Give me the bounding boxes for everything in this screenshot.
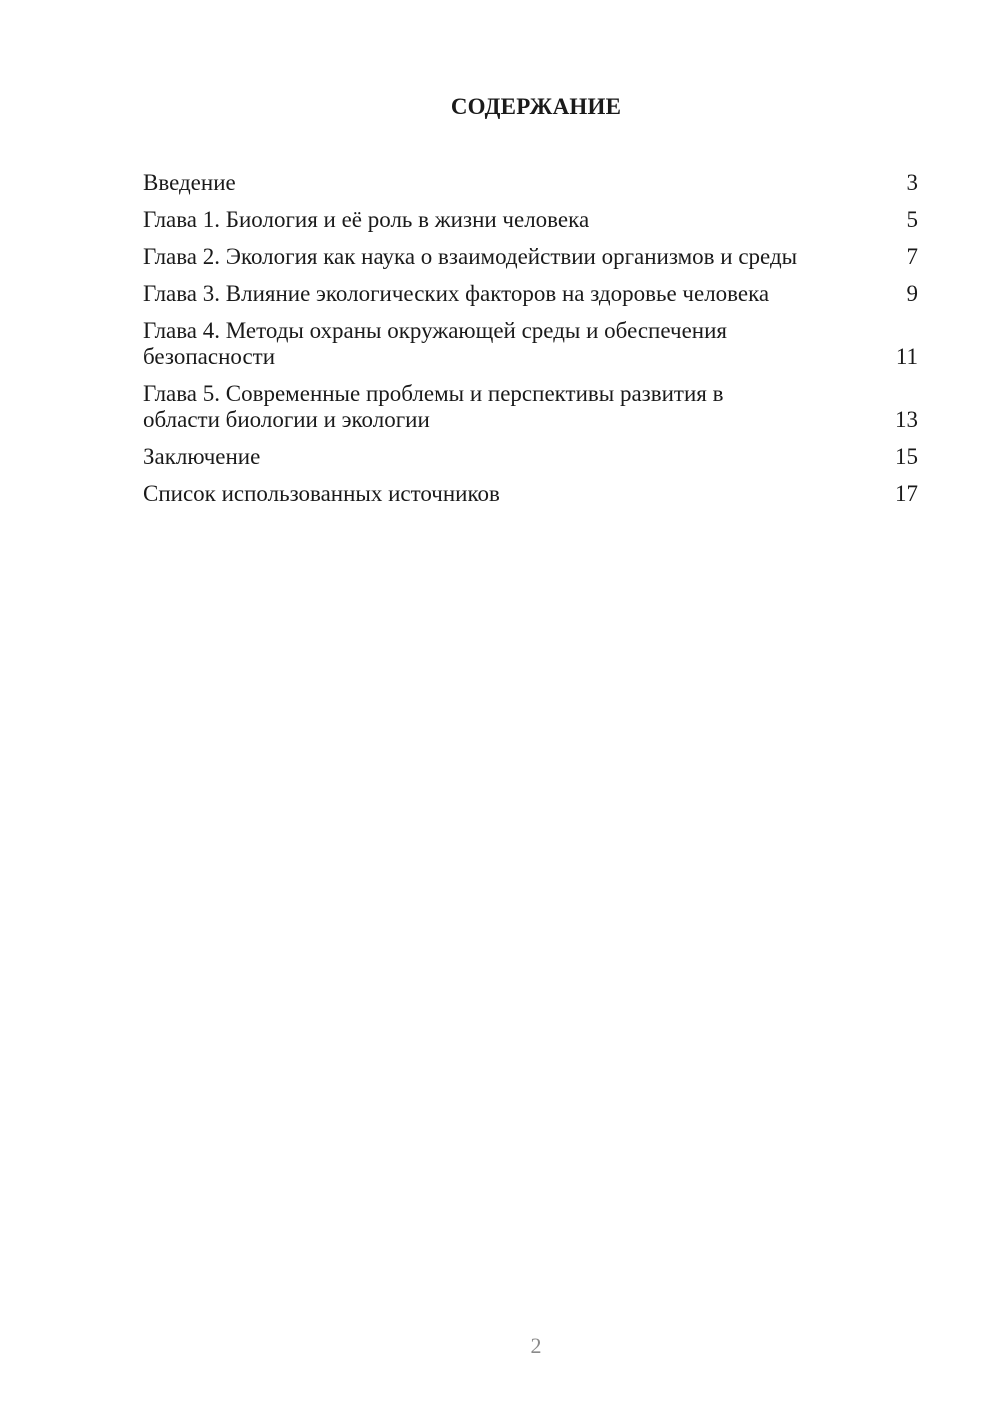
toc-entry-page: 3	[906, 170, 918, 195]
toc-entry-title: Список использованных источников	[143, 481, 500, 506]
page-number: 2	[530, 1333, 542, 1358]
toc-entry-chapter-3	[143, 281, 918, 307]
toc-entry-title: Глава 1. Биология и её роль в жизни человека	[143, 207, 590, 232]
toc-entry-page: 7	[906, 244, 918, 269]
toc-entry-chapter-4	[143, 318, 918, 370]
toc-entry-chapter-5	[143, 381, 918, 433]
toc-entry-references	[143, 481, 918, 507]
toc-entry-title: Глава 5. Современные проблемы и перспективы развития в области биологии и экологии	[143, 381, 724, 432]
toc-entry-page: 11	[895, 344, 918, 369]
table-of-contents	[143, 170, 918, 518]
toc-entry-title: Глава 4. Методы охраны окружающей среды и обеспечения безопасности	[143, 318, 727, 369]
toc-entry-page: 15	[895, 444, 918, 469]
toc-entry-title: Введение	[143, 170, 236, 195]
toc-entry-conclusion	[143, 444, 918, 470]
toc-entry-page: 5	[906, 207, 918, 232]
toc-heading: СОДЕРЖАНИЕ	[450, 94, 622, 119]
toc-entry-title: Заключение	[143, 444, 261, 469]
toc-entry-page: 17	[895, 481, 918, 506]
toc-entry-chapter-2	[143, 244, 918, 270]
toc-entry-chapter-1	[143, 207, 918, 233]
toc-entry-introduction	[143, 170, 918, 196]
toc-entry-page: 13	[895, 407, 918, 432]
toc-entry-title: Глава 3. Влияние экологических факторов на здоровье человека	[143, 281, 770, 306]
toc-entry-title: Глава 2. Экология как наука о взаимодействии организмов и среды	[143, 244, 798, 269]
toc-entry-page: 9	[906, 281, 918, 306]
